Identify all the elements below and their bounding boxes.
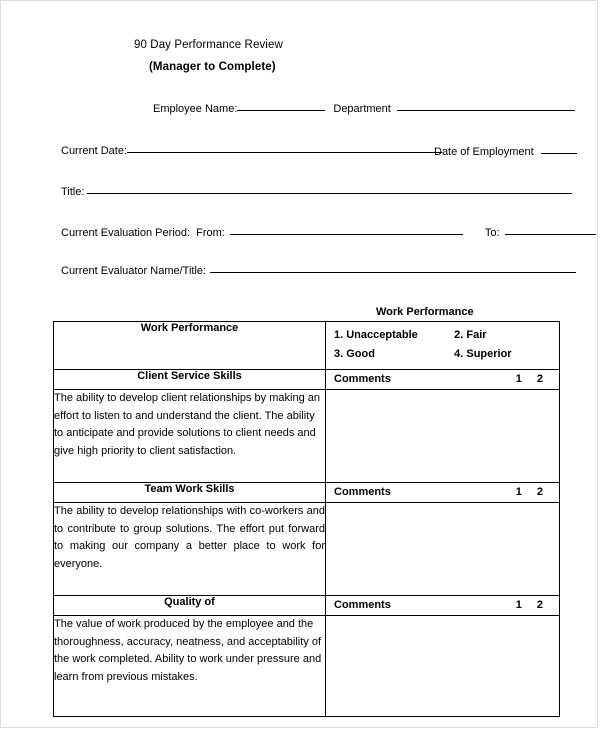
title-label: Title: [61,186,85,198]
section-comments-header [326,483,560,503]
section-description-client-service-skills: The ability to develop client relationships by making an effort to listen to and understand the client. The ability to anticipate and provide solutions to client needs and give high priority to client satisfaction. [54,390,326,483]
rating-option-1: 1. Unacceptable [334,329,418,341]
field-evaluation-period-row [61,227,596,239]
field-current-date-row [61,145,442,157]
current-date-input[interactable] [127,152,442,153]
evaluation-period-label: Current Evaluation Period: From: [61,227,225,239]
section-comments-header [326,370,560,390]
field-employee-name-row [153,103,575,115]
section-title-quality-of: Quality of [54,596,326,616]
date-of-employment-input[interactable] [541,153,577,154]
evaluation-period-to-label: To: [484,227,500,239]
section-title-client-service-skills: Client Service Skills [54,370,326,390]
field-evaluator-name-row [61,265,576,277]
department-label: Department [333,103,391,115]
department-input[interactable] [397,110,575,111]
date-of-employment-label: Date of Employment [434,146,534,158]
work-performance-table [53,321,560,717]
rating-scale-cell [326,322,560,370]
evaluation-period-from-input[interactable] [230,234,463,235]
current-date-label: Current Date: [61,145,128,157]
field-date-of-employment-row [434,146,577,158]
section-body-row [54,503,560,596]
section-body-row [54,616,560,717]
rating-numbers: 1 2 [515,486,549,498]
section-comments-header [326,596,560,616]
section-description-team-work-skills: The ability to develop relationships with co-workers and to contribute to group solutions. The effort put forward to making our company a better place to work for everyone. [54,503,326,596]
section-description-quality-of: The value of work produced by the employee and the thoroughness, accuracy, neatness, and acceptability of the work completed. Ability to work under pressure and learn from previous mistakes. [54,616,326,717]
comments-input-team-work-skills[interactable] [326,503,560,596]
section-title-team-work-skills: Team Work Skills [54,483,326,503]
title-input[interactable] [87,193,572,194]
work-performance-caption: Work Performance [376,306,474,318]
comments-label: Comments [334,486,391,498]
document-subtitle: (Manager to Complete) [149,61,276,73]
comments-label: Comments [334,599,391,611]
comments-input-client-service-skills[interactable] [326,390,560,483]
section-title-row [54,596,560,616]
rating-numbers: 1 2 [515,599,549,611]
employee-name-input[interactable] [237,110,325,111]
evaluator-name-label: Current Evaluator Name/Title: [61,265,207,277]
work-performance-header-label: Work Performance [54,322,326,370]
section-title-row [54,370,560,390]
rating-option-4: 4. Superior [454,348,512,360]
document-title: 90 Day Performance Review [134,39,283,51]
section-title-row [54,483,560,503]
evaluator-name-input[interactable] [210,272,576,273]
field-title-row [61,186,572,198]
table-header-row [54,322,560,370]
rating-option-2: 2. Fair [454,329,487,341]
rating-numbers: 1 2 [515,373,549,385]
employee-name-label: Employee Name: [153,103,238,115]
section-body-row [54,390,560,483]
rating-option-3: 3. Good [334,348,375,360]
evaluation-period-to-input[interactable] [505,234,596,235]
comments-label: Comments [334,373,391,385]
comments-input-quality-of[interactable] [326,616,560,717]
